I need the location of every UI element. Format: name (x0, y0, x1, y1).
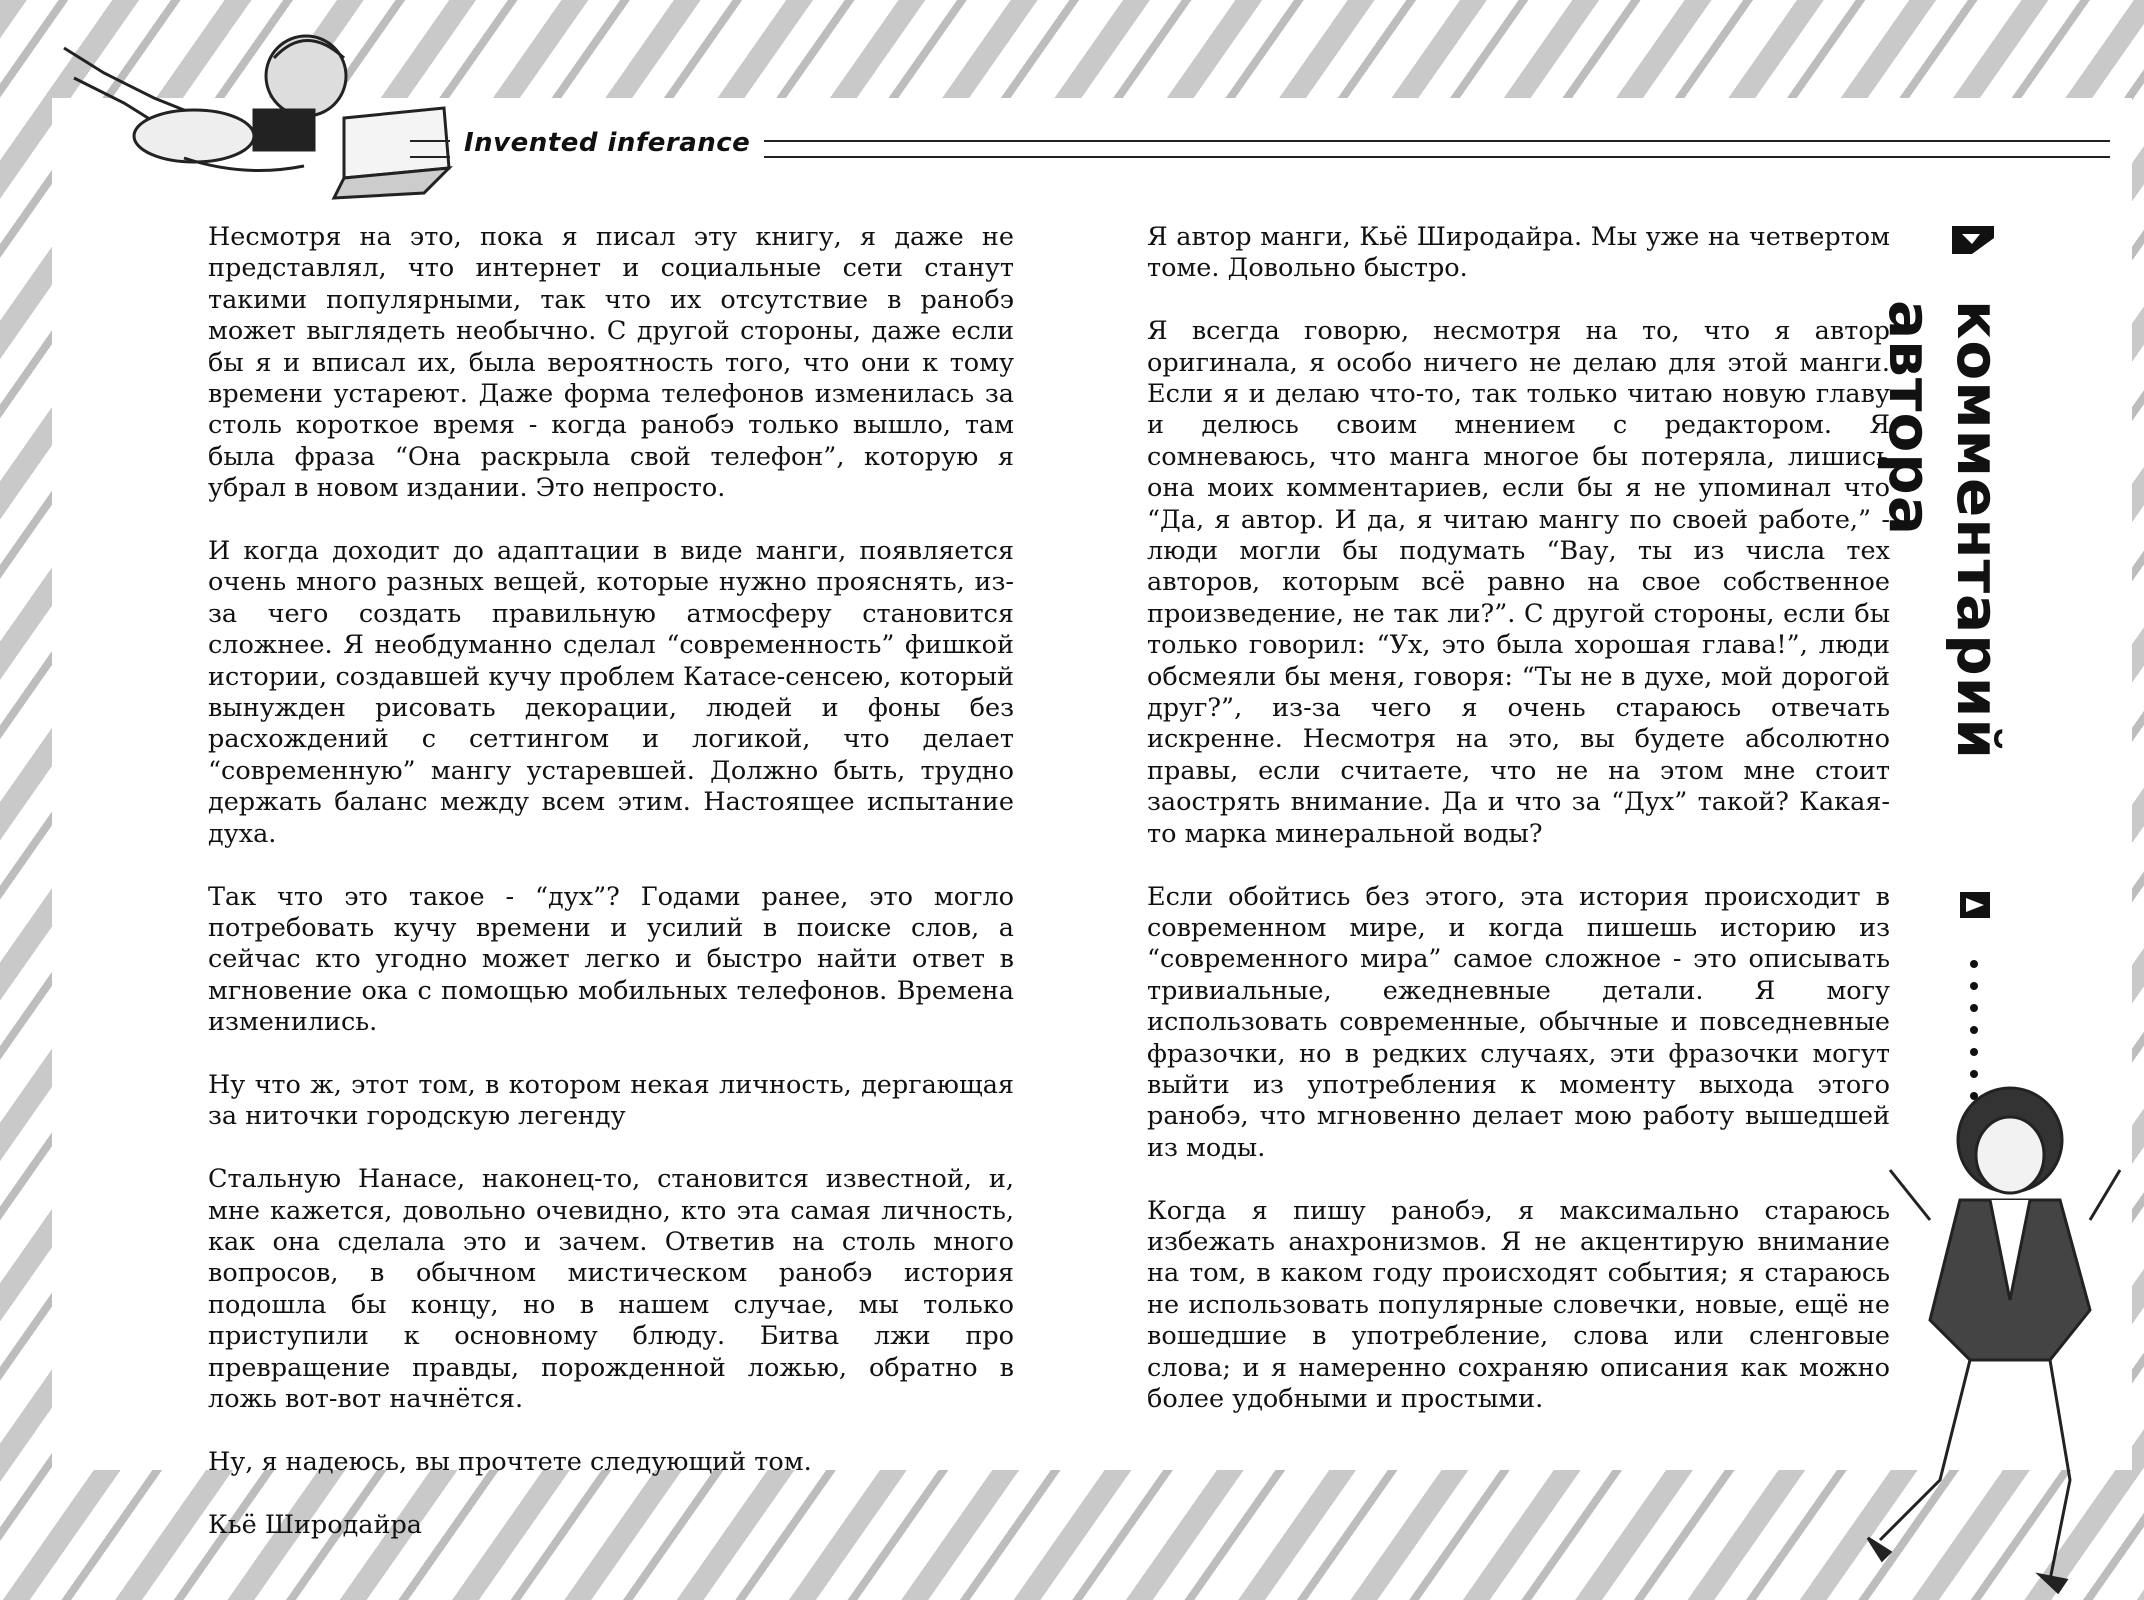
right-column (1147, 222, 1890, 1447)
girl-with-laptop-illustration (44, 18, 464, 218)
paragraph: Несмотря на это, пока я писал эту книгу, я даже не представлял, что интернет и социальные сети станут такими популярными, так что их отсутствие в ранобэ может выглядеть необычно. С другой стороны, даже если бы я и вписал их, была вероятность того, что они к тому времени устареют. Даже форма телефонов изменилась за столь короткое время - когда ранобэ только вышло, там была фраза “Она раскрыла свой телефон”, которую я убрал в новом издании. Это непросто. (208, 222, 1014, 504)
header-title: Invented inferance (450, 128, 764, 158)
side-title: комментарий автора (1876, 300, 2012, 760)
author-signature: Кьё Широдайра (208, 1509, 423, 1540)
paragraph: Я всегда говорю, несмотря на то, что я автор оригинала, я особо ничего не делаю для этой манги. Если я и делаю что-то, так только читаю новую главу и делюсь своим мнением с редактором. Я сомневаюсь, что манга многое бы потеряла, лишись она моих комментариев, если бы я не упоминал что “Да, я автор. И да, я читаю мангу по своей работе,” - люди могли бы подумать “Вау, ты из числа тех авторов, которым всё равно на свое собственное произведение, не так ли?”. С другой стороны, если бы только говорил: “Ух, это была хорошая глава!”, люди обсмеяли бы меня, говоря: “Ты не в духе, мой дорогой друг?”, из-за чего я очень стараюсь отвечать искренне. Несмотря на это, вы будете абсолютно правы, если считаете, что не на этом мне стоит заострять внимание. Да и что за “Дух” такой? Какая-то марка минеральной воды? (1147, 316, 1890, 849)
paragraph: И когда доходит до адаптации в виде манги, появляется очень много разных вещей, которые нужно прояснять, из-за чего создать правильную атмосферу становится сложнее. Я необдуманно сделал “современность” фишкой истории, создавшей кучу проблем Катасе-сенсею, который вынужден рисовать декорации, людей и фоны без расхождений с сеттингом и логикой, что делает “современную” мангу устаревшей. Должно быть, трудно держать баланс между всем этим. Настоящее испытание духа. (208, 536, 1014, 849)
dot (1970, 982, 1978, 990)
paragraph: Когда я пишу ранобэ, я максимально стараюсь избежать анахронизмов. Я не акцентирую внимание на том, в каком году происходят события; я стараюсь не использовать популярные словечки, новые, ещё не вошедшие в употребление, слова или сленговые слова; и я намеренно сохраняю описания как можно более удобными и простыми. (1147, 1195, 1890, 1414)
paragraph: Так что это такое - “дух”? Годами ранее, это могло потребовать кучу времени и усилий в поиске слов, а сейчас кто угодно может легко и быстро найти ответ в мгновение ока с помощью мобильных телефонов. Времена изменились. (208, 881, 1014, 1038)
dot (1970, 1026, 1978, 1034)
header-bar (410, 128, 2110, 162)
dot (1970, 1004, 1978, 1012)
paragraph: Я автор манги, Кьё Широдайра. Мы уже на четвертом томе. Довольно быстро. (1147, 222, 1890, 284)
paragraph: Если обойтись без этого, эта история происходит в современном мире, и когда пишешь историю из “современного мира” самое сложное - это описывать тривиальные, ежедневные детали. Я могу использовать современные, обычные и повседневные фразочки, но в редких случаях, эти фразочки могут выйти из употребления к моменту выхода этого ранобэ, что мгновенно делает мою работу вышедшей из моды. (1147, 881, 1890, 1163)
paragraph: Стальную Нанасе, наконец-то, становится известной, и, мне кажется, довольно очевидно, кто эта самая личность, как она сделала это и зачем. Ответив на столь много вопросов, в обычном мистическом ранобэ история подошла бы концу, но в нашем случае, мы только приступили к основному блюду. Битва лжи про превращение правды, порожденной ложью, обратно в ложь вот-вот начнётся. (208, 1164, 1014, 1414)
jumping-girl-illustration (1820, 1060, 2140, 1600)
dot (1970, 960, 1978, 968)
left-column (208, 222, 1014, 1572)
paragraph: Ну что ж, этот том, в котором некая личность, дергающая за ниточки городскую легенду (208, 1069, 1014, 1132)
corner-mark-icon (1950, 224, 1996, 256)
paragraph: Ну, я надеюсь, вы прочтете следующий том. (208, 1446, 812, 1477)
dot (1970, 1048, 1978, 1056)
chevron-mark-icon (1958, 890, 1992, 920)
